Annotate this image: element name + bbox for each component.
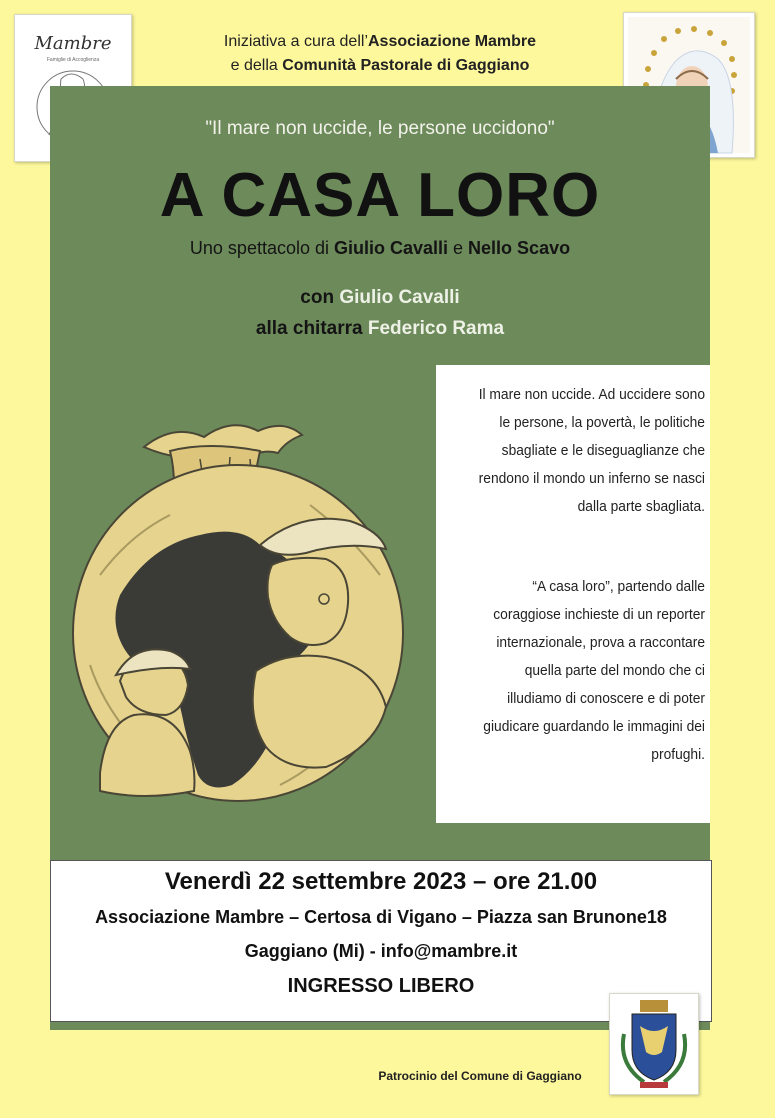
show-subtitle	[50, 238, 710, 259]
event-entry: INGRESSO LIBERO	[287, 975, 475, 997]
bag-illustration	[60, 395, 420, 825]
cast-performer	[50, 287, 710, 309]
organizer-header	[150, 30, 610, 78]
synopsis-paragraph-2: “A casa loro”, partendo dalle coraggiose inchieste di un reporter internazionale, prova a raccontare quella parte del mondo che ci illudiamo di conoscere e di poter giudicare guardando le immagini dei profughi.	[483, 578, 705, 763]
organizer-community: Comunità Pastorale di Gaggiano	[282, 57, 530, 74]
cast-guitarist	[50, 318, 710, 340]
quote-line: "Il mare non uccide, le persone uccidono"	[205, 118, 555, 139]
organizer-line-1-prefix: Iniziativa a cura dell’	[223, 33, 368, 50]
author-scavo: Nello Scavo	[468, 238, 571, 258]
show-title: A CASA LORO	[159, 161, 601, 230]
synopsis-paragraph-1: Il mare non uccide. Ad uccidere sono le persone, la povertà, le politiche sbagliate e le diseguaglianze che rendono il mondo un inferno se nasci dalla parte sbagliata.	[478, 386, 705, 515]
event-date: Venerdì 22 settembre 2023 – ore 21.00	[164, 868, 598, 895]
cast-performer-prefix: con	[300, 287, 340, 308]
subtitle-prefix: Uno spettacolo di	[189, 238, 334, 258]
coat-of-arms-icon	[610, 994, 698, 1094]
organizer-association: Associazione Mambre	[368, 33, 537, 50]
author-cavalli: Giulio Cavalli	[334, 238, 449, 258]
cast-guitarist-prefix: alla chitarra	[255, 318, 368, 339]
patronage-note: Patrocinio del Comune di Gaggiano	[378, 1069, 582, 1083]
event-contact: Gaggiano (Mi) - info@mambre.it	[244, 941, 518, 961]
event-venue: Associazione Mambre – Certosa di Vigano – Piazza san Brunone18	[95, 907, 667, 927]
organizer-line-1	[150, 30, 610, 54]
gaggiano-crest	[609, 993, 699, 1095]
organizer-line-2-prefix: e della	[230, 57, 283, 74]
subtitle-conjunction: e	[448, 238, 469, 258]
organizer-line-2	[150, 54, 610, 78]
cast-guitarist-name: Federico Rama	[367, 318, 505, 339]
logo-brand: Mambre	[34, 33, 112, 54]
logo-tagline: Famiglie di Accoglienza	[46, 57, 100, 63]
cast-performer-name: Giulio Cavalli	[339, 287, 460, 308]
